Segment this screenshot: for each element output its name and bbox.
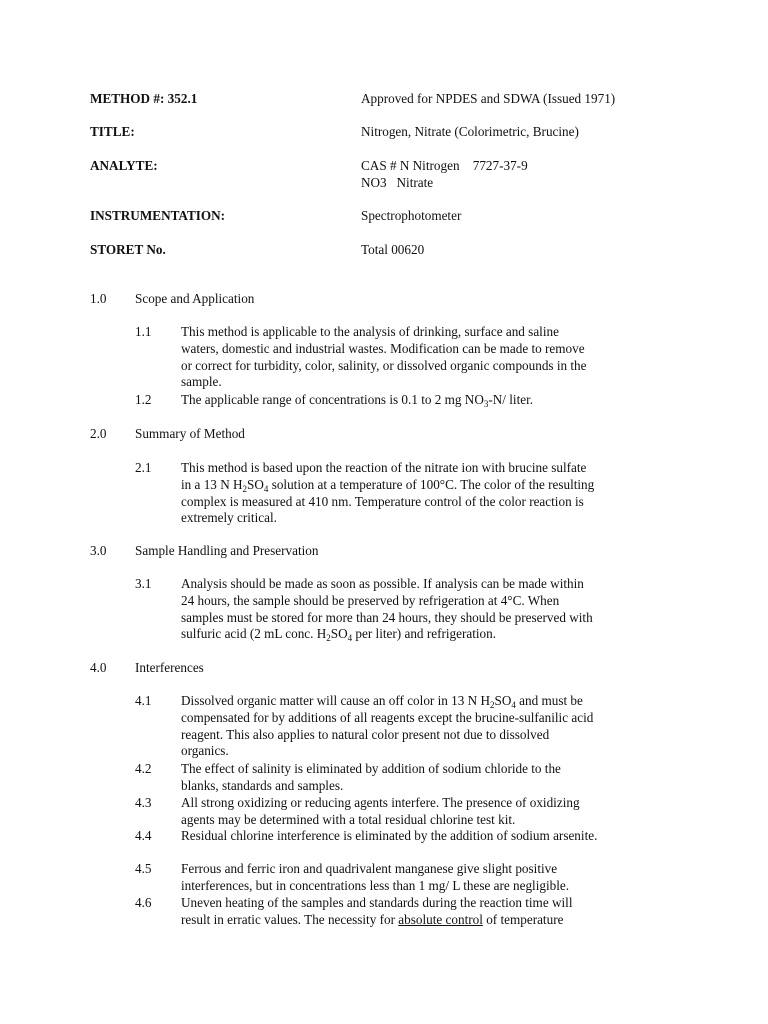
text-line: organics. <box>181 743 229 759</box>
text-run: The applicable range of concentrations is 0.1 to 2 mg NO <box>181 392 484 407</box>
subscript: 2 <box>242 483 248 494</box>
section-number: 2.0 <box>90 426 107 441</box>
text-run: SO <box>494 693 512 708</box>
subscript: 2 <box>326 633 331 644</box>
text-line: Ferrous and ferric iron and quadrivalent manganese give slight positive <box>181 861 558 876</box>
item-text <box>181 392 671 409</box>
section-title: Interferences <box>135 660 204 675</box>
method-label: METHOD #: 352.1 <box>90 91 198 106</box>
text-line: extremely critical. <box>181 510 277 526</box>
text-run: and must be <box>515 693 583 708</box>
item-text <box>181 761 671 795</box>
text-run: of temperature <box>482 911 564 927</box>
text-run: solution at a temperature of 100°C. The color of the resulting <box>268 476 595 492</box>
text-line: This method is based upon the reaction of the nitrate ion with brucine sulfate <box>181 460 587 475</box>
subscript: 4 <box>347 633 353 644</box>
text-run: per liter) and refrigeration. <box>352 626 497 642</box>
analyte-value <box>361 157 691 191</box>
text-line: sample. <box>181 374 222 390</box>
underlined-text: absolute control <box>398 911 483 927</box>
text-run: Dissolved organic matter will cause an off color in 13 N H <box>181 693 490 708</box>
section-title: Scope and Application <box>135 291 255 306</box>
text-line: All strong oxidizing or reducing agents interfere. The presence of oxidizing <box>181 795 580 810</box>
item-number: 1.1 <box>135 324 152 339</box>
subscript: 4 <box>511 700 516 710</box>
item-number: 4.1 <box>135 693 152 708</box>
text-line: Uneven heating of the samples and standards during the reaction time will <box>181 895 573 910</box>
analyte-line-1: CAS # N Nitrogen 7727-37-9 <box>361 158 528 173</box>
section-title: Sample Handling and Preservation <box>135 543 319 558</box>
item-text <box>181 828 671 845</box>
text-run: SO <box>247 476 264 492</box>
text-line <box>181 626 671 643</box>
item-number: 4.5 <box>135 861 152 876</box>
text-line: This method is applicable to the analysis of drinking, surface and saline <box>181 324 559 339</box>
subscript: 3 <box>483 399 489 409</box>
text-line: complex is measured at 410 nm. Temperature control of the color reaction is <box>181 493 584 509</box>
text-run: SO <box>330 626 348 642</box>
method-value: Approved for NPDES and SDWA (Issued 1971) <box>361 91 616 106</box>
section-title: Summary of Method <box>135 426 245 441</box>
text-line: interferences, but in concentrations less than 1 mg/ L these are negligible. <box>181 877 570 893</box>
item-text <box>181 795 671 829</box>
storet-value: Total 00620 <box>361 242 425 257</box>
instrumentation-value: Spectrophotometer <box>361 208 462 223</box>
analyte-label: ANALYTE: <box>90 158 158 173</box>
instrumentation-label: INSTRUMENTATION: <box>90 208 226 223</box>
storet-label: STORET No. <box>90 242 166 257</box>
title-label: TITLE: <box>90 124 135 139</box>
text-line: 24 hours, the sample should be preserved by refrigeration at 4°C. When <box>181 592 560 608</box>
text-line <box>181 693 671 710</box>
text-run: sulfuric acid (2 mL conc. H <box>181 626 327 642</box>
item-text <box>181 576 671 643</box>
title-value: Nitrogen, Nitrate (Colorimetric, Brucine) <box>361 124 579 139</box>
text-run: -N/ liter. <box>488 392 534 407</box>
item-text <box>181 861 671 895</box>
text-line: reagent. This also applies to natural color present not due to dissolved <box>181 726 550 742</box>
text-line <box>181 392 671 409</box>
item-number: 4.2 <box>135 761 152 776</box>
item-number: 4.4 <box>135 828 152 843</box>
text-line: or correct for turbidity, color, salinity, or dissolved organic compounds in the <box>181 357 587 373</box>
text-run: in a 13 N H <box>181 476 243 492</box>
text-line: agents may be determined with a total residual chlorine test kit. <box>181 811 516 827</box>
text-line: compensated for by additions of all reagents except the brucine-sulfanilic acid <box>181 709 594 725</box>
item-number: 4.3 <box>135 795 152 810</box>
item-text <box>181 693 671 760</box>
text-line: Residual chlorine interference is eliminated by the addition of sodium arsenite. <box>181 828 598 843</box>
text-line <box>181 912 671 929</box>
subscript: 4 <box>263 483 269 494</box>
text-line <box>181 477 671 494</box>
item-number: 2.1 <box>135 460 152 475</box>
section-number: 1.0 <box>90 291 107 306</box>
text-line: Analysis should be made as soon as possible. If analysis can be made within <box>181 576 584 591</box>
section-number: 4.0 <box>90 660 107 675</box>
item-text <box>181 460 671 527</box>
item-number: 3.1 <box>135 576 152 591</box>
section-number: 3.0 <box>90 543 107 558</box>
text-line: blanks, standards and samples. <box>181 777 344 793</box>
item-text <box>181 895 671 929</box>
text-line: samples must be stored for more than 24 hours, they should be preserved with <box>181 609 593 625</box>
item-number: 1.2 <box>135 392 152 407</box>
item-number: 4.6 <box>135 895 152 910</box>
analyte-line-2: NO3 Nitrate <box>361 175 434 190</box>
text-line: The effect of salinity is eliminated by addition of sodium chloride to the <box>181 761 561 776</box>
subscript: 2 <box>489 700 495 710</box>
text-run: result in erratic values. The necessity for <box>181 911 399 927</box>
item-text <box>181 324 671 391</box>
text-line: waters, domestic and industrial wastes. Modification can be made to remove <box>181 340 585 356</box>
